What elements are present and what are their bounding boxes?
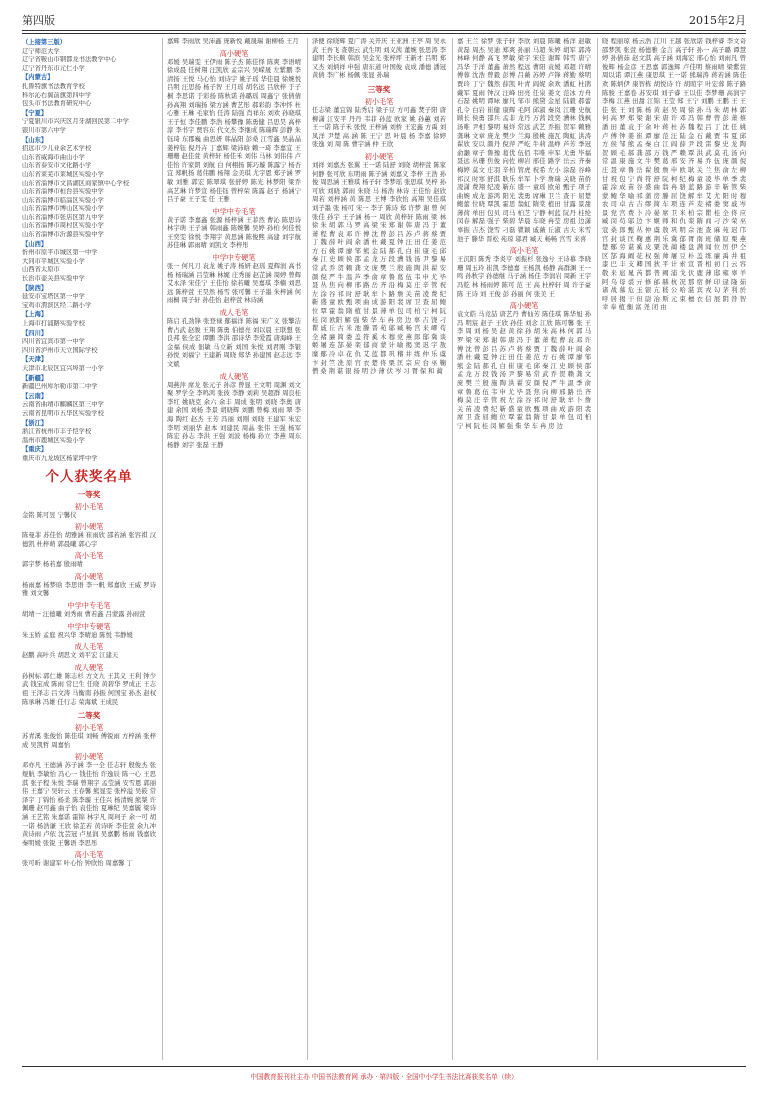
category-heading: 初小硬笔 (74, 752, 104, 762)
column-divider (597, 38, 598, 1060)
category-heading: 高小毛笔 (509, 246, 539, 256)
region-heading: （上接第三版） (22, 39, 67, 46)
winner-names: 黄子诺 李嘉鑫 张源 杨梓涵 王菲然 曹沁 陈思诗 林宇萌 王子涵 韩雨鑫 陈婉馨 吴婷 孙柏 何佳悦 王奕雯 徐悦 李翔宇 黄思涵 陈俊熙 高建 刘宇航 苏佳琳 郭雨晴 刘凯文 李梓彤 (167, 216, 301, 250)
organization-name: 宁夏银川市兴庆区月牙湖回民第二中学 (22, 118, 130, 126)
organization-name: 辽宁省鞍山市钢都龙书法教学中心 (22, 56, 117, 64)
winner-names: 张可昕 谢建军 叶心怡 钟欣怡 周嘉馨 丁 (22, 860, 133, 868)
winner-names: 杨雨嘉 杨梦晗 李思语 李一帆 郑嘉欣 王威 罗诗雅 刘文馨 (22, 581, 156, 598)
winner-names: 王沉阳 陈秀 李炎亨 刘振杉 张逸兮 王诗慕 李晓珊 周玉玲 崔凯 李德嘉 王杨凯 杨静 高群渊 王一鸣 孙秋宇 孙德继 马子涵 杨佳 李润岩 周新 王宇 冯乾 林 杨雨婷 陈可 范 王 高 杜梓轩 周 许子豪 陈 王诗 刘 王俊 彭 孙丽 何 张美 王 (457, 256, 591, 298)
prize-tier-heading: 二等奖 (77, 711, 101, 721)
category-heading: 成人硬笔 (74, 662, 104, 672)
winner-names: 胡靖一 汪德曦 刘秀雨 曹若鑫 吕蒙露 孙雨萱 (22, 611, 146, 619)
winner-names: 嘉 王兰 徐梦 张子轩 李欣 刘晨 陈曦 杨洋 赵敏 黄磊 周杰 吴迪 郑爽 孙丽 马超 朱婷 胡军 郭涛 林峰 何静 高飞 罗敏 梁宇 宋佳 谢晖 韩雪 唐宁 冯华 于洋 董鑫 萧然 程远 曹阳 袁媛 邓超 许晴 傅蓉 沈浩 曾毅 彭博 吕薇 苏婷 卢锋 蒋勤 蔡明 贾玲 丁宁 魏然 薛凯 叶青 阎妮 余欢 潘虹 杜鹃 戴军 夏雨 钟汉 汪峰 田亮 任泉 姜文 范冰 方舟 石磊 姚明 谭咏 廖凡 邹市 熊黛 金星 陆毅 郝蕾 孔令 白岩 崔健 康辉 毛阿 邱淑 秦岚 江珊 史航 顾长 侯勇 邵兵 孟非 龙丹 万茜 段奕 漕林 钱枫 汤唯 尹相 黎明 易烊 常远 武艺 乔振 贺军 赖雅 龚琳 文章 庞龙 樊少 兰海 殷桃 施瓦 陶虹 洪涛 翟欣 安以 颜丹 倪萍 严屹 牛莉 温峥 芦芳 季冠 俞灏 章子 鲁豫 葛优 伍佰 韦唯 申军 尤勇 毕福 聂远 丛珊 焦俊 向佐 柳岩 邢佳 路学 岳云 齐秦 梅婷 莫文 庄羽 辛柏 管虎 祝希 左小 涂磊 谷峰 祁汉 时寒 舒淇 耿乐 牟军 卜学 詹瑞 关晓 苗侨 凌潇 费翔 纪凌 靳东 盛一 童瑶 欧弟 甄子 项子 曲婉 成龙 游鸿 阳光 裴勇 席琳 卫兰 查干 屈楚 鲍蕾 位晓 覃凯 霍思 翁虹 隋棠 植田 甘露 景甜 薄荷 单田 包贝 司马 柏芝 宁静 柯蓝 阮丹 桂纶 闵春 解磊 强子 柴碧 华晨 车晓 冉莹 房祖 边潇 辜振 吉杰 饶雪 刁磊 瞿颖 戚薇 丘淑 古天 米雪 池子 滕华 晋松 苑琼 邬君 臧天 畅畅 宫雪 来喜 (457, 38, 591, 243)
winner-names: 袁文皓 马竞喆 唐艺丹 曹仙芳 陈佳琪 陈华旭 孙冯 明宸 赵子 王欣 孙佳 刘念 江欣 陈可馨 张 王 李 周 刘 杨 吴 赵 黄 徐 孙 胡 朱 高 林 何 郭 马 罗 梁 宋 郑 谢 韩 唐 冯 于 董 萧 程 曹 袁 邓 许 傅 沈 曾 彭 吕 苏 卢 蒋 蔡 贾 丁 魏 薛 叶 阎 余 潘 杜 戴 夏 钟 汪 田 任 姜 范 方 石 姚 谭 廖 邹 熊 金 陆 郝 孔 白 崔 康 毛 邱 秦 江 史 顾 侯 邵 孟 龙 万 段 钱 汤 尹 黎 易 常 武 乔 贺 赖 龚 文 庞 樊 兰 殷 施 陶 洪 翟 安 颜 倪 严 牛 温 季 俞 章 鲁 葛 伍 韦 申 尤 毕 聂 焦 向 柳 邢 路 岳 齐 梅 莫 庄 辛 管 祝 左 涂 谷 祁 时 舒 耿 牟 卜 詹 关 苗 凌 费 纪 靳 盛 童 欧 甄 项 曲 成 游 阳 裴 席 卫 查 屈 鲍 位 覃 霍 翁 隋 甘 景 单 包 司 柏 宁 柯 阮 桂 闵 解 强 柴 华 车 冉 房 边 (457, 311, 591, 430)
organization-name: 四川省泸州市天立国际学校 (22, 346, 98, 354)
category-heading: 高小毛笔 (74, 850, 104, 860)
organization-name: 山东省威海市曲山小学 (22, 153, 85, 161)
region-heading: 【新疆】 (22, 374, 48, 382)
winner-names: 邓媛 吴瑞雯 王伊雨 陈子杰 陈佳怿 陈爽 李语晴 徐成晨 任树翔 汪凯欣 孟宗兴 吴嵘晟 左紫鹏 李清扬 王悦 马心怡 刘诗宇 姚子瑶 华佳晨 徐婉悦 吕明 汪思扬 杨子智 王月瑶 胡名远 吕欣梓 于子桐 李思诺 于彩扬 陈秋诺 孙璐瑶 周鑫宁 张倩倩 孙高翔 刘瑞扬 梁方涵 曹艺彤 郝彩韵 李冲怀 杜心雅 王琳 毛家怡 任涛 陆强 肖祥东 刘欢 孙晓琪 王子恒 李佳鹏 李浩 杨攀豫 陈勇健 吕思昊 高梓淳 李书宇 贾容东 代文杰 李继成 陈瑞辉 彭静 朱钰琦 东郡巍 曲思妍 韩晶阳 彭桑 江雪鑫 吴晶晶 姜梓钰 倪丹卉 丁嘉辉 梁沛晗 赖一琦 李嘉宜 王珊珊 赵佳萱 黄梓轩 杨佳禾 刘伟 马林 刘伟伟 卢佳怡 许家朗 刘航 白 何栩扬 陈巧璇 陈露宁 杨杏宜 郑帆扬 葛伟鹏 杨翔 金美琪 尤宇恩 郑子涵 罗敏 刘雅 郭宏 陈翠琪 张舒婷 陈光 林梦阳 梁乔 高艺琳 许梦宣 杨佳钰 曾梓荣 陈露 赵子 杨涵宁 吕子豪 王子雯 任 王雅 (167, 58, 301, 204)
winner-names: 金铭 陈可昱 宁馨仪 (22, 511, 77, 519)
region-heading: 【山东】 (22, 136, 48, 144)
page-number: 第四版 (22, 14, 55, 27)
region-heading: 【宁夏】 (22, 109, 48, 117)
category-heading: 中学中专毛笔 (67, 601, 111, 611)
organization-name: 科尔沁右翼前旗第四中学 (22, 91, 92, 99)
winner-names: 邓亦凡 王德涵 苏子涵 李一全 任志轩 殷俊杰 张煜航 李敏怡 冯心一 钱佳怡 许逸辰 陈一心 王思淇 张子程 朱悦 李瑞 曾翔宇 孟莹涵 安雪恩 郭丽伟 王嘉宁 吴轩云 王春馨 熊显雯 张梓溢 吴筱 常泽宇 丁锦怡 杨柔 陈李璇 王佳兴 杨清婉 熊桀 许佩珊 赵可鑫 曲子怡 袁佳怡 夏琳纪 吴嘉毓 梁诗涵 王艺铭 朱嘉诺 霍锦 林宇凡 周珂子 余一可 胡一诺 杨浩谦 王欣 徐芷若 黄诗昕 李佳萱 余九冲 黄诗雨 卢依 沈芸冠 卢星润 吴嘉鹏 杨雨 钱嘉欣 秦明媛 张锐 王馨语 李思彤 (22, 762, 156, 847)
winner-names: 陈启 孔劲锋 张登禄 鄢福洋 陈福 宋广义 张擎洁 曹占武 赵骏 王翔 陈勇 伯德亮 刘以晨 王联想 张良邦 张全宏 谭鹏 李洪 邵诗华 李爱霞 唐海峰 王金福 侯成 佃敏 马立新 刘国 朱悦 刘君刚 李银 孙悦 刘福宁 王建新 周晓 郑华 孙建国 赵志远 李文斌 (167, 318, 301, 368)
footer-rule (22, 1066, 746, 1067)
organization-name: 宝鸡市渭滨区经二路小学 (22, 301, 92, 309)
winner-names: 孙树标 郭仁雄 陈志杉 方文九 王其义 王利 钟少武 钱宝成 陈雨 常巳生 任晓 黄碧华 罗成正 王志祖 王泽志 吕文涛 马衡南 孙振 何国宝 孙杰 赵权 陈承琳 冯雄 任行志 荣海斌 王成民 (22, 672, 156, 706)
organization-name: 山东省淄博市张店区第九中学 (22, 213, 104, 221)
organization-name: 上海市打浦路实验学校 (22, 320, 85, 327)
region-heading: 【浙江】 (22, 419, 48, 427)
organization-name: 新疆巴州库尔勒市第二中学 (22, 383, 98, 391)
category-heading: 中学中专毛笔 (212, 206, 256, 216)
organization-name: 辽宁师范大学 (22, 47, 60, 55)
organization-name: 重庆市九龙坡区杨家坪中学 (22, 454, 98, 462)
organization-name: 扎鲁特旗书法教育学校 (22, 82, 85, 90)
category-heading: 成人硬笔 (219, 371, 249, 381)
header-rule (22, 30, 746, 31)
organization-name: 长治市壶关县实验中学 (22, 275, 85, 283)
winner-names: 张一 何凡刀 袁龙 姚子涛 杨妍 赵瑶 夏辉润 高书杨 杨瑞涵 吕莹琳 林娓 庄秀丽 赵芷涵 周婷 曾辉 艾永泽 宋佳宁 王佳怡 徐若曦 吴嘉琪 李楠 刘思远 陈梓萱 王昊然 杨雪 张可馨 王子墨 朱梓涵 何雨桐 周子轩 孙佳怡 赵梓萱 林诗涵 (167, 263, 301, 305)
winner-names: 任志梁 董宜锦 陆秀启 梁子豆 方可鑫 焚子阳 唐柳潇 江安平 丹丹 韦菲 孙蓝 欧家 姚 孙蕙 刘若 王一诺 陈子禾 张悦 王梓涵 刘桥 王宏鑫 方禹 刘凤洋 尹楚 高 涵 陈 王宁 思 叶晨 杨 李嘉 徐婷 张逸 刘 周 陈 曹宇涵 仲 王欣 (312, 106, 446, 149)
organization-name: 包头市书法教育研究中心 (22, 100, 92, 108)
region-heading: 【四川】 (22, 329, 48, 337)
organization-name: 四川省宜宾市第一中学 (22, 338, 85, 346)
organization-name: 山东省淄博市桓台县实验中学 (22, 188, 104, 196)
region-heading: 【云南】 (22, 392, 48, 400)
category-heading: 初小毛笔 (74, 501, 104, 511)
category-heading: 初小毛笔 (74, 723, 104, 733)
category-heading: 高小硬笔 (509, 301, 539, 311)
page-footer: 中国教育报刊社主办 中国书法教育网 承办 · 第四版 · 全国中小学生书法比赛获奖名单（续） (250, 1073, 518, 1081)
column-1 (22, 38, 156, 1060)
column-5 (602, 38, 746, 1060)
organization-name: 云南省曲靖市麒麟区第三中学 (22, 401, 104, 409)
organization-name: 延安市宝塔区第一中学 (22, 293, 85, 301)
organization-name: 大同市平城区实验小学 (22, 257, 85, 265)
organization-name: 山东省淄博市周村区实验小学 (22, 222, 104, 230)
prize-tier-heading: 三等奖 (367, 84, 391, 94)
organization-name: 招远市少儿业余艺术学校 (22, 145, 92, 153)
winner-names: 赵鹏 高叶兵 胡思文 刘平宏 江建天 (22, 652, 119, 660)
column-2 (167, 38, 301, 1060)
region-heading: 【重庆】 (22, 446, 48, 454)
category-heading: 成人毛笔 (219, 308, 249, 318)
section-banner: 个人获奖名单 (45, 468, 133, 485)
category-heading: 高小硬笔 (74, 571, 104, 581)
category-heading: 高小硬笔 (219, 48, 249, 58)
region-heading: 【陕西】 (22, 284, 48, 292)
region-heading: 【山西】 (22, 240, 48, 248)
column-3 (312, 38, 446, 1060)
organization-name: 云南省昆明市五华区实验学校 (22, 409, 104, 417)
winner-names: 周燕萍 席龙 张元子 孙彦 曾显 王文明 周渊 刘文聚 罗学全 李鸣鸿 张彼 李静 刘莉 吴超群 周良桂 李红 姚晓克 余六 余丰 周成 张明 刘晓 李奥 唐建 余国 刘杨 李景 胡晓辉 刘鹏 曾梅 刘雨 翠 李海 陶红 赵杰 王芳 冯丽 刘刚 刘晓 王建军 朱宏 李明 刘丽华 赵本 刘建民 周晶 张伟 王强 杨军 陈宏 孙志 李洪 王强 刘波 杨梅 孙立 李燕 周东 杨静 刘宇 张磊 王静 (167, 381, 301, 449)
column-4 (457, 38, 591, 1060)
organization-name: 山东省淄博市临淄区实验小学 (22, 196, 104, 204)
region-heading: 【天津】 (22, 356, 48, 364)
column-divider (452, 38, 453, 1060)
winner-names: 刘祥 刘嘉杰 张翼 王一诺 陆舒 刘晓 胡梓萱 陈家 何静 张可欣 东明雨 陈子涵 刘嘉义 李梓 王浩 孙俊 周思涵 王雅琪 杨子轩 李梦瑶 张思琪 吴梓 孙可欣 刘晓 郭雨 朱晓 马 杨浩 林诗 王佳怡 赵欣 周若 刘梓涵 黄 陈思 王博 李欣怡 高翔 吴佳琪 刘子墨 张 杨可 宋一 李子 陈诗 郑 许梦 谢 曾 何 张佳 孙宇 王子涵 杨一 周欣 黄梓轩 陈雨 梁 林 徐 朱 胡 郭 马 罗 高 梁 宋 郑 谢 韩 唐 冯 于 董 萧 程 曹 袁 邓 许 傅 沈 曾 彭 吕 苏 卢 蒋 蔡 贾 丁 魏 薛 叶 阎 余 潘 杜 戴 夏 钟 汪 田 任 姜 范 方 石 姚 谭 廖 邹 熊 金 陆 郝 孔 白 崔 康 毛 邱 秦 江 史 顾 侯 邵 孟 龙 万 段 漕 钱 汤 尹 黎 易 常 武 乔 贺 赖 龚 文 庞 樊 兰 殷 施 陶 洪 翟 安 颜 倪 严 牛 温 芦 季 俞 章 鲁 葛 伍 韦 申 尤 毕 聂 丛 焦 向 柳 邢 路 岳 齐 沿 梅 莫 庄 辛 管 祝 左 涂 谷 祁 时 舒 耿 牟 卜 路 詹 关 苗 凌 费 纪 靳 盛 童 欧 甄 项 曲 成 游 阳 裴 席 卫 查 屈 鲍 位 覃 霍 翁 隋 植 甘 景 薄 单 包 司 柏 宁 柯 阮 桂 闵 欧阳 解 强 柴 华 车 冉 房 边 辜 吉 饶 刁 瞿 戚 丘 古 米 池 滕 晋 苑 邬 臧 畅 宫 来 嵺 苟 全 褚 廉 简 娄 盖 符 奚 木 穆 党 燕 郎 邸 冀 谈 姬 屠 连 郜 晏 栾 郁 商 蒙 计 喻 揭 窦 迟 宇 敖 糜 鄢 冷 卓 花 仇 艾 蓝 都 巩 稽 井 练 仲 乐 虞 卞 封 竺 冼 原 官 衣 楚 佟 栗 匡 宗 应 台 巫 鞠 僧 桑 荆 谌 银 扬 明 沙 薄 伏 岑 习 胥 保 和 蔺 (312, 161, 446, 376)
organization-name: 山东省泰安市文化路小学 (22, 162, 92, 170)
winner-names: 郭宇梦 杨若嘉 殷雨晴 (22, 561, 83, 569)
column-divider (307, 38, 308, 1060)
organization-name: 山东省莱芜市莱城区实验小学 (22, 170, 104, 178)
region-heading: 【内蒙古】 (22, 74, 54, 82)
organization-name: 山东省淄博市博山区实验小学 (22, 205, 104, 213)
organization-name: 银川市第六中学 (22, 126, 67, 134)
organization-name: 天津市北辰区宜兴埠第一小学 (22, 364, 104, 372)
column-divider (162, 38, 163, 1060)
winner-names: 泽便 徐晓辉 夏广涛 关开庆 王亚洲 王亭 周 吴永武 王吾飞 查朝云 武生明 刘义茜 董婉 张思涛 李建明 李长顺 韩滨 吴金光 张梓坪 王新才 吕明 郑又杰 刘炳祥 申强 唐东道 叶国俊 袁成 潘德 潘冠 黄倩 李广彬 杨佩 张显 孙瑞 (312, 38, 446, 80)
organization-name: 辽宁省丹东市元仁小学 (22, 64, 85, 72)
article-columns (22, 38, 746, 1060)
category-heading: 高小毛笔 (74, 551, 104, 561)
organization-name: 山东省淄博市文昌湖区商家镇中心学校 (22, 179, 130, 187)
category-heading: 中学中专硬笔 (212, 253, 256, 263)
category-heading: 成人毛笔 (74, 642, 104, 652)
category-heading: 初小硬笔 (74, 522, 104, 532)
organization-name: 山东省淄博市沂源县实验中学 (22, 231, 104, 239)
category-heading: 初小硬笔 (364, 151, 394, 161)
winner-names: 晓 程丽琼 杨云浩 江川 王越 张欣诺 钱梓睿 李文奇 邵梦凯 张萱 杨德雅 金言 高子轩 孙一 高子璐 谭慧婷 孙倩茹 赵文淇 高子涵 刘海宏 邢心怡 刘雨凡 曾俊辉 杨金彦 王思嘉 郭逸辉 卢佳明 蔡雨晴 梁紫萱 周以诺 谭江燕 康思琪 王一诺 熊瑞涛 蒋若涵 陈佳欢 陈炳伊 康智栋 胡悦诗 许 胡暄宇 叶宏蓉 陈子路 陈骏 王嘉卷 苏安琪 刘子睿 王以佳 李梦珊 高润宇 李梅 江燕 田甜 江锦 王莹 郑 王宁 刘鹏 王鹏 王 王佳 张 王 刘 陈 杨 黄 赵 吴 周 徐 孙 马 朱 胡 林 郭 何 高 罗 郑 梁 谢 宋 唐 许 邓 冯 韩 曹 曾 彭 萧 蔡 潘 田 董 袁 于 余 叶 蒋 杜 苏 魏 程 吕 丁 沈 任 姚 卢 傅 钟 姜 崔 谭 廖 范 汪 陆 金 石 戴 贾 韦 夏 邱 方 侯 邹 熊 孟 秦 白 江 阎 薛 尹 段 雷 黎 史 龙 陶 贺 顾 毛 郝 龚 邵 万 钱 严 赖 覃 洪 武 莫 孔 汤 向 常 温 康 施 文 牛 樊 葛 邢 安 齐 易 乔 伍 庞 颜 倪 庄 聂 章 鲁 岳 翟 殷 詹 申 欧 耿 关 兰 焦 俞 左 柳 甘 祝 包 宁 尚 符 舒 阮 柯 纪 梅 童 凌 毕 单 季 裴 霍 涂 成 苗 谷 盛 曲 翁 冉 骆 蓝 路 游 辛 靳 管 柴 蒙 鲍 华 喻 祁 蒲 房 滕 屈 饶 解 牟 艾 尤 阳 时 穆 农 司 卓 古 吉 缪 简 车 项 连 芦 麦 褚 娄 窦 戚 岑 景 党 宫 费 卜 冷 晏 席 卫 米 柏 宗 瞿 桂 全 佟 应 臧 闵 苟 邬 边 卞 姬 师 和 仇 栾 隋 商 刁 沙 荣 巫 寇 桑 郎 甄 丛 仲 虞 敖 巩 明 佘 池 查 麻 苑 迟 邝 官 封 谈 匡 鞠 惠 荆 乐 冀 郁 胥 南 班 储 原 栗 燕 楚 鄢 劳 谌 奚 皮 粟 冼 蔺 楼 盘 满 闻 位 厉 伊 仝 区 郜 海 阚 花 权 强 帅 屠 豆 朴 盖 练 廉 禹 井 祖 漆 巴 丰 支 卿 国 狄 平 计 索 宣 晋 相 初 门 云 容 敬 来 扈 晁 芮 都 普 阙 浦 戈 伏 鹿 薄 邸 雍 辜 羊 阿 乌 母 裘 亓 修 邰 赫 杭 况 那 宿 鲜 印 逯 隆 茹 诸 战 慕 危 玉 银 亢 嵇 公 哈 湛 宾 戎 勾 茅 利 於 呼 居 揭 干 但 尉 冶 斯 元 束 檀 衣 信 展 阴 昝 智 幸 奉 植 衡 富 尧 闭 由 (602, 38, 746, 312)
region-heading: 【上海】 (22, 311, 48, 319)
page-header (22, 10, 746, 28)
category-heading: 中学中专硬笔 (67, 621, 111, 631)
organization-name: 山西省太原市 (22, 266, 60, 274)
prize-tier-heading: 一等奖 (77, 489, 101, 499)
header-rule-thin (22, 33, 746, 34)
organization-name: 忻州市原平市城区第一中学 (22, 249, 98, 257)
organization-name: 温州市鹿城区实验小学 (22, 436, 85, 444)
winner-names: 嘉辉 李雨欣 吴沛鑫 庞新悦 戴晟瑞 谢柳杨 王月 (167, 38, 299, 45)
winner-names: 苏青溪 张俊怡 陈佳琪 刘畅 傅锐雨 方梓涵 张梓成 吴凯哲 周嘉怡 (22, 733, 156, 749)
category-heading: 初小毛笔 (364, 96, 394, 106)
issue-date: 2015年2月 (689, 14, 746, 27)
organization-name: 浙江省杭州市丰子恺学校 (22, 428, 92, 436)
winner-names: 朱玉娇 孟庭 祝兴华 李晴迪 陈悦 韦静媛 (22, 631, 133, 639)
winner-names: 陈曼菲 苏佳怡 胡雅涵 崔雨欣 邵若涵 张容祺 汉德凯 杜梓萌 郭晨曦 郭心宇 (22, 532, 156, 548)
